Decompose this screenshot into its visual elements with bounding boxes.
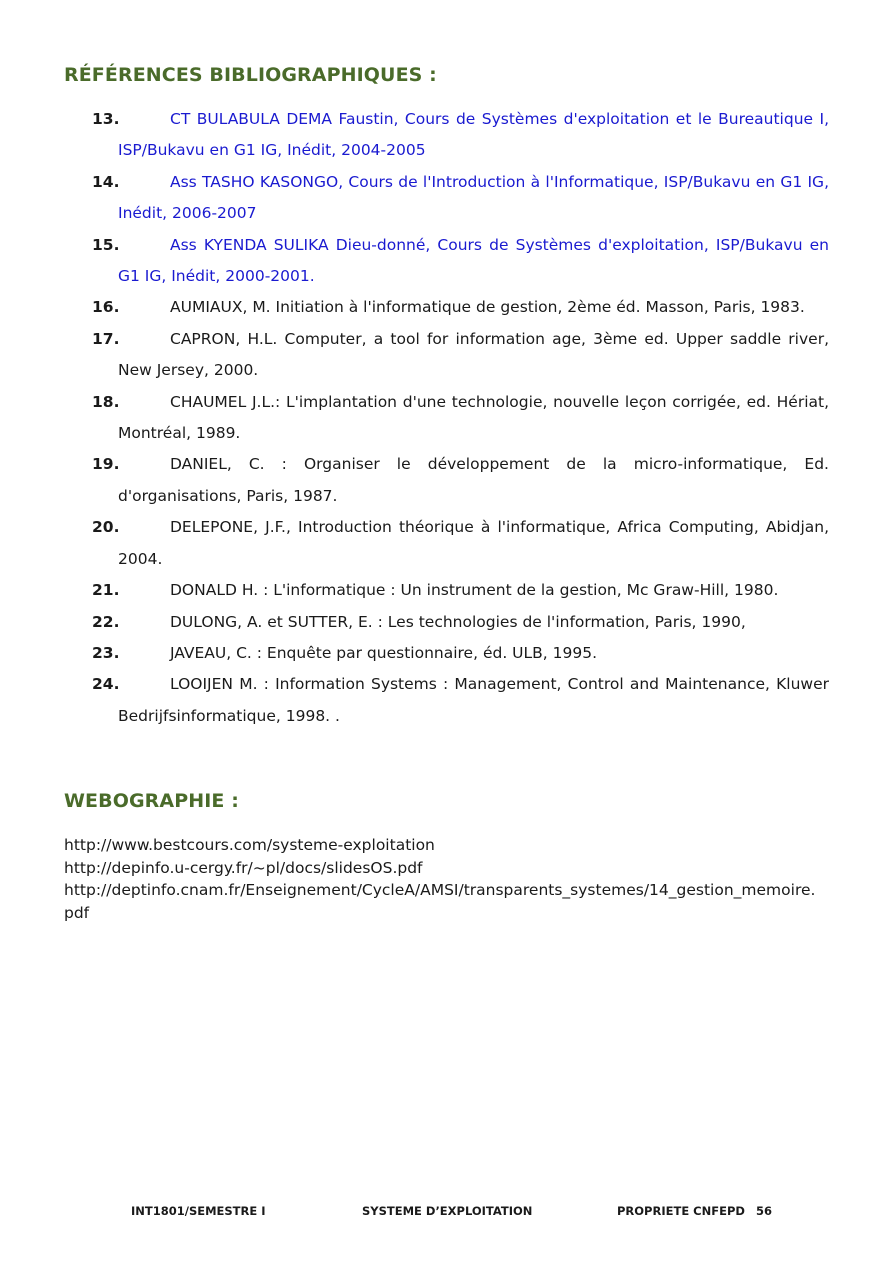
reference-item — [92, 230, 829, 293]
web-link[interactable]: http://deptinfo.cnam.fr/Enseignement/CycleA/AMSI/transparents_systemes/14_gestion_memoire.pdf — [64, 881, 816, 922]
reference-item — [92, 167, 829, 230]
reference-number: 20. — [92, 518, 120, 537]
webography-heading: WEBOGRAPHIE : — [64, 790, 239, 812]
reference-text: DONALD H. : L'informatique : Un instrument de la gestion, Mc Graw-Hill, 1980. — [170, 581, 779, 600]
reference-item — [92, 669, 829, 732]
reference-item — [92, 449, 829, 512]
reference-item — [92, 512, 829, 575]
reference-text: Ass KYENDA SULIKA Dieu-donné, Cours de Systèmes d'exploitation, ISP/Bukavu en G1 IG, Inédit, 2000-2001. — [118, 235, 829, 286]
footer-property: PROPRIETE CNFEPD — [617, 1204, 745, 1218]
reference-list — [92, 104, 829, 732]
reference-text: LOOIJEN M. : Information Systems : Management, Control and Maintenance, Kluwer Bedrijfsinformatique, 1998. . — [118, 675, 829, 725]
footer-course-code: INT1801/SEMESTRE I — [131, 1204, 266, 1218]
reference-text: CT BULABULA DEMA Faustin, Cours de Systèmes d'exploitation et le Bureautique I, ISP/Bukavu en G1 IG, Inédit, 2004-2005 — [118, 110, 829, 160]
reference-text: CAPRON, H.L. Computer, a tool for information age, 3ème ed. Upper saddle river, New Jersey, 2000. — [118, 329, 829, 380]
reference-number: 21. — [92, 581, 120, 600]
web-link[interactable]: http://www.bestcours.com/systeme-exploitation — [64, 836, 435, 854]
reference-text: DELEPONE, J.F., Introduction théorique à l'informatique, Africa Computing, Abidjan, 2004. — [118, 518, 829, 568]
page-number: 56 — [756, 1204, 773, 1218]
reference-number: 18. — [92, 392, 120, 411]
references-heading: RÉFÉRENCES BIBLIOGRAPHIQUES : — [64, 64, 437, 86]
reference-text: CHAUMEL J.L.: L'implantation d'une technologie, nouvelle leçon corrigée, ed. Hériat, Montréal, 1989. — [118, 392, 829, 443]
reference-item — [92, 104, 829, 167]
web-link[interactable]: http://depinfo.u-cergy.fr/~pl/docs/slidesOS.pdf — [64, 858, 423, 877]
reference-text: JAVEAU, C. : Enquête par questionnaire, éd. ULB, 1995. — [170, 643, 598, 662]
reference-number: 16. — [92, 298, 120, 317]
reference-item — [92, 292, 829, 323]
reference-number: 19. — [92, 455, 120, 474]
reference-text: AUMIAUX, M. Initiation à l'informatique de gestion, 2ème éd. Masson, Paris, 1983. — [170, 298, 805, 317]
reference-number: 13. — [92, 110, 120, 128]
reference-number: 23. — [92, 643, 120, 662]
reference-number: 14. — [92, 172, 120, 191]
reference-number: 15. — [92, 235, 120, 254]
reference-item — [92, 607, 829, 638]
reference-text: DANIEL, C. : Organiser le développement de la micro-informatique, Ed. d'organisations, Paris, 1987. — [118, 455, 829, 505]
reference-item — [92, 387, 829, 450]
reference-number: 22. — [92, 612, 120, 631]
webography-list — [64, 834, 824, 924]
reference-number: 24. — [92, 675, 120, 694]
reference-text: Ass TASHO KASONGO, Cours de l'Introduction à l'Informatique, ISP/Bukavu en G1 IG, Inédit, 2006-2007 — [118, 172, 829, 223]
reference-text: DULONG, A. et SUTTER, E. : Les technologies de l'information, Paris, 1990, — [170, 612, 746, 631]
reference-number: 17. — [92, 329, 120, 348]
reference-item — [92, 638, 829, 669]
reference-item — [92, 575, 829, 606]
reference-item — [92, 324, 829, 387]
footer-course-title: SYSTEME D’EXPLOITATION — [362, 1204, 533, 1218]
